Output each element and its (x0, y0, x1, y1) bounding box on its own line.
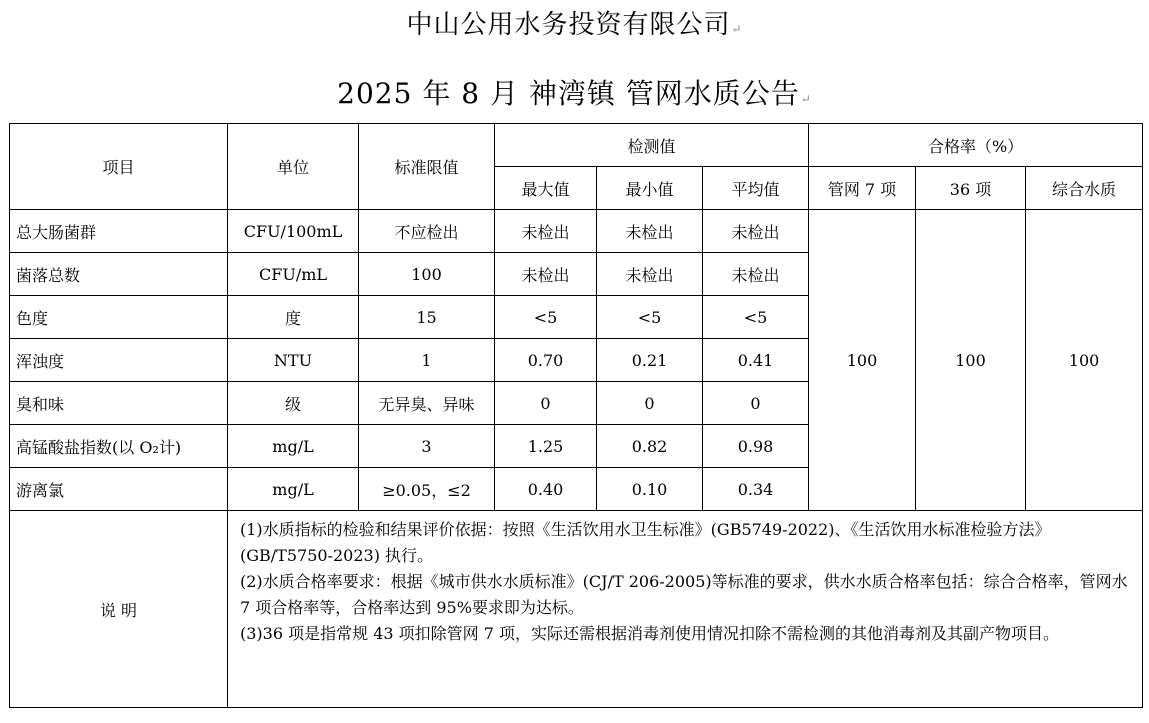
row-min: <5 (597, 296, 703, 339)
row-limit: 1 (359, 339, 495, 382)
row-item: 色度 (10, 296, 228, 339)
header-avg: 平均值 (703, 167, 809, 210)
row-unit: mg/L (228, 468, 359, 511)
rate-overall: 100 (1026, 210, 1143, 511)
header-max: 最大值 (495, 167, 597, 210)
note-line: (2)水质合格率要求：根据《城市供水水质标准》(CJ/T 206-2005)等标准的要求，供水水质合格率包括：综合合格率，管网水 7 项合格率等，合格率达到 95%要求即为达标。 (240, 572, 1128, 617)
row-limit: 3 (359, 425, 495, 468)
row-item: 游离氯 (10, 468, 228, 511)
report-title (0, 72, 1149, 112)
row-limit: 15 (359, 296, 495, 339)
row-unit: CFU/mL (228, 253, 359, 296)
header-limit: 标准限值 (359, 124, 495, 210)
row-unit: CFU/100mL (228, 210, 359, 253)
row-max: 未检出 (495, 210, 597, 253)
row-item: 菌落总数 (10, 253, 228, 296)
row-max: 未检出 (495, 253, 597, 296)
header-overall: 综合水质 (1026, 167, 1143, 210)
row-max: 0 (495, 382, 597, 425)
header-min: 最小值 (597, 167, 703, 210)
row-item: 浑浊度 (10, 339, 228, 382)
row-min: 0.82 (597, 425, 703, 468)
row-item: 总大肠菌群 (10, 210, 228, 253)
header-row-1 (10, 124, 1143, 167)
paragraph-mark-icon: ↵ (800, 92, 812, 106)
row-unit: 级 (228, 382, 359, 425)
row-avg: 未检出 (703, 210, 809, 253)
water-quality-table (9, 123, 1143, 708)
row-avg: 未检出 (703, 253, 809, 296)
header-measured: 检测值 (495, 124, 809, 167)
row-min: 0.21 (597, 339, 703, 382)
rate-36: 100 (916, 210, 1026, 511)
row-min: 0.10 (597, 468, 703, 511)
header-pass-rate: 合格率（%） (809, 124, 1143, 167)
row-unit: 度 (228, 296, 359, 339)
report-title-text: 2025 年 8 月 神湾镇 管网水质公告 (337, 77, 800, 110)
note-line: (1)水质指标的检验和结果评价依据：按照《生活饮用水卫生标准》(GB5749-2022)、《生活饮用水标准检验方法》 (GB/T5750-2023) 执行。 (240, 520, 1051, 565)
header-net7: 管网 7 项 (809, 167, 916, 210)
row-avg: 0.34 (703, 468, 809, 511)
row-max: 0.40 (495, 468, 597, 511)
row-avg: 0.98 (703, 425, 809, 468)
row-unit: mg/L (228, 425, 359, 468)
row-min: 0 (597, 382, 703, 425)
row-limit: 无异臭、异味 (359, 382, 495, 425)
row-max: 1.25 (495, 425, 597, 468)
row-limit: 100 (359, 253, 495, 296)
row-limit: 不应检出 (359, 210, 495, 253)
row-unit: NTU (228, 339, 359, 382)
row-min: 未检出 (597, 210, 703, 253)
header-unit: 单位 (228, 124, 359, 210)
paragraph-mark-icon: ↵ (731, 22, 743, 36)
header-item: 项目 (10, 124, 228, 210)
row-avg: 0 (703, 382, 809, 425)
row-max: <5 (495, 296, 597, 339)
row-avg: <5 (703, 296, 809, 339)
company-title-text: 中山公用水务投资有限公司 (406, 10, 731, 40)
table-row (10, 210, 1143, 253)
note-line: (3)36 项是指常规 43 项扣除管网 7 项，实际还需根据消毒剂使用情况扣除不需检测的其他消毒剂及其副产物项目。 (240, 624, 1059, 643)
notes-row (10, 511, 1143, 708)
row-item: 高锰酸盐指数(以 O₂计) (10, 425, 228, 468)
company-title (0, 4, 1149, 41)
row-avg: 0.41 (703, 339, 809, 382)
row-limit: ≥0.05，≤2 (359, 468, 495, 511)
notes-label: 说 明 (10, 511, 228, 708)
row-item: 臭和味 (10, 382, 228, 425)
header-36: 36 项 (916, 167, 1026, 210)
row-max: 0.70 (495, 339, 597, 382)
rate-net7: 100 (809, 210, 916, 511)
notes-content (228, 511, 1143, 708)
row-min: 未检出 (597, 253, 703, 296)
